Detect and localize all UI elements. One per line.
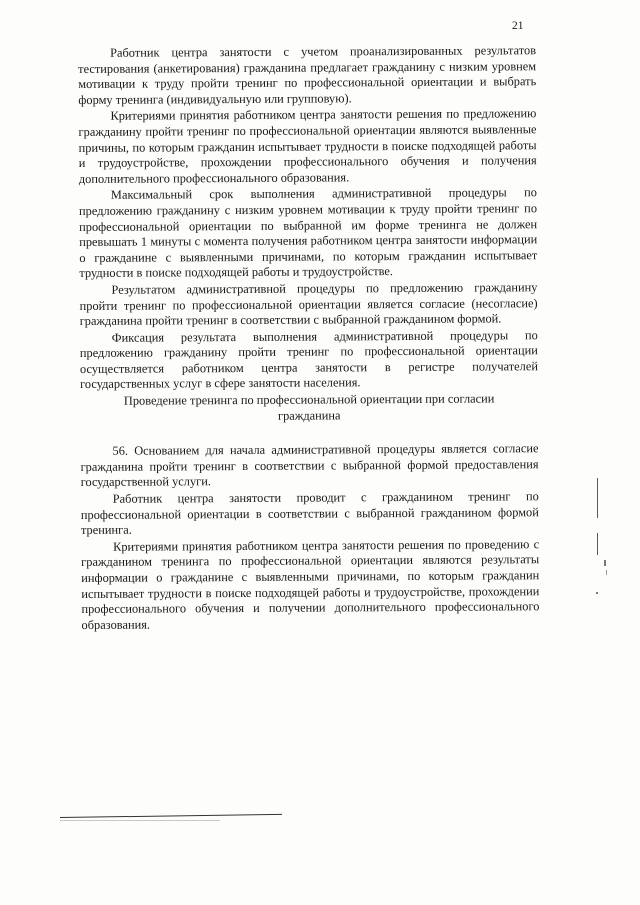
scan-artifact-mark [597, 533, 598, 555]
scan-artifact-mark [604, 560, 606, 566]
paragraph: Критериями принятия работником центра занятости решения по предложению гражданину пройти тренинг по профессиональной ориентации являются выявленные причины, по которым гражданин испытывает трудности в поиске подходящей работы и трудоустройстве, прохождении профессионального обучения и получения дополнительного профессионального образования. [78, 106, 537, 186]
paragraph: Результатом административной процедуры по предложению гражданину пройти тренинг по профессиональной ориентации является согласие (несогласие) гражданина пройти тренинг в соответствии с выбранной гражданином формой. [79, 280, 538, 329]
page-number: 21 [512, 20, 524, 32]
footnote-separator-line [60, 814, 282, 818]
paragraph: 56. Основанием для начала административной процедуры является согласие гражданина пройти тренинг в соответствии с выбранной формой предоставления государственной услуги. [80, 441, 539, 490]
paragraph: Критериями принятия работником центра занятости решения по проведению с гражданином тренинга по профессиональной ориентации являются результаты информации о гражданине с выявленными причинами, по которым гражданин испытывает трудности в поиске подходящей работы и трудоустройстве, прохождении профессионального обучения и получении дополнительного профессионального образования. [81, 537, 540, 632]
paragraph: Работник центра занятости с учетом проанализированных результатов тестирования (анкетирования) гражданина предлагает гражданину с низким уровнем мотивации к труду пройти тренинг по профессиональной ориентации и выбрать форму тренинга (индивидуальную или групповую). [78, 43, 537, 107]
paragraph: Максимальный срок выполнения административной процедуры по предложению гражданину с низким уровнем мотивации к труду пройти тренинг по профессиональной ориентации по выбранной им форме тренинга не должен превышать 1 минуты с момента получения работником центра занятости информации о гражданине с выявленными причинами, по которым гражданин испытывает трудности в поиске подходящей работы и трудоустройстве. [78, 185, 538, 281]
scan-artifact-mark [596, 592, 598, 594]
document-body [78, 43, 540, 633]
section-heading: Проведение тренинга по профессиональной ориентации при согласии гражданина [123, 391, 495, 423]
paragraph: Работник центра занятости проводит с гражданином тренинг по профессиональной ориентации в соответствии с выбранной гражданином формой тренинга. [80, 489, 539, 538]
scan-artifact-mark [606, 570, 607, 575]
footnote-separator-shadow [60, 820, 220, 821]
scan-artifact-mark [597, 478, 598, 518]
paragraph: Фиксация результата выполнения административной процедуры по предложению гражданину пройти тренинг по профессиональной ориентации осуществляется работником центра занятости в регистре получателей государственных услуг в сфере занятости населения. [79, 327, 539, 392]
